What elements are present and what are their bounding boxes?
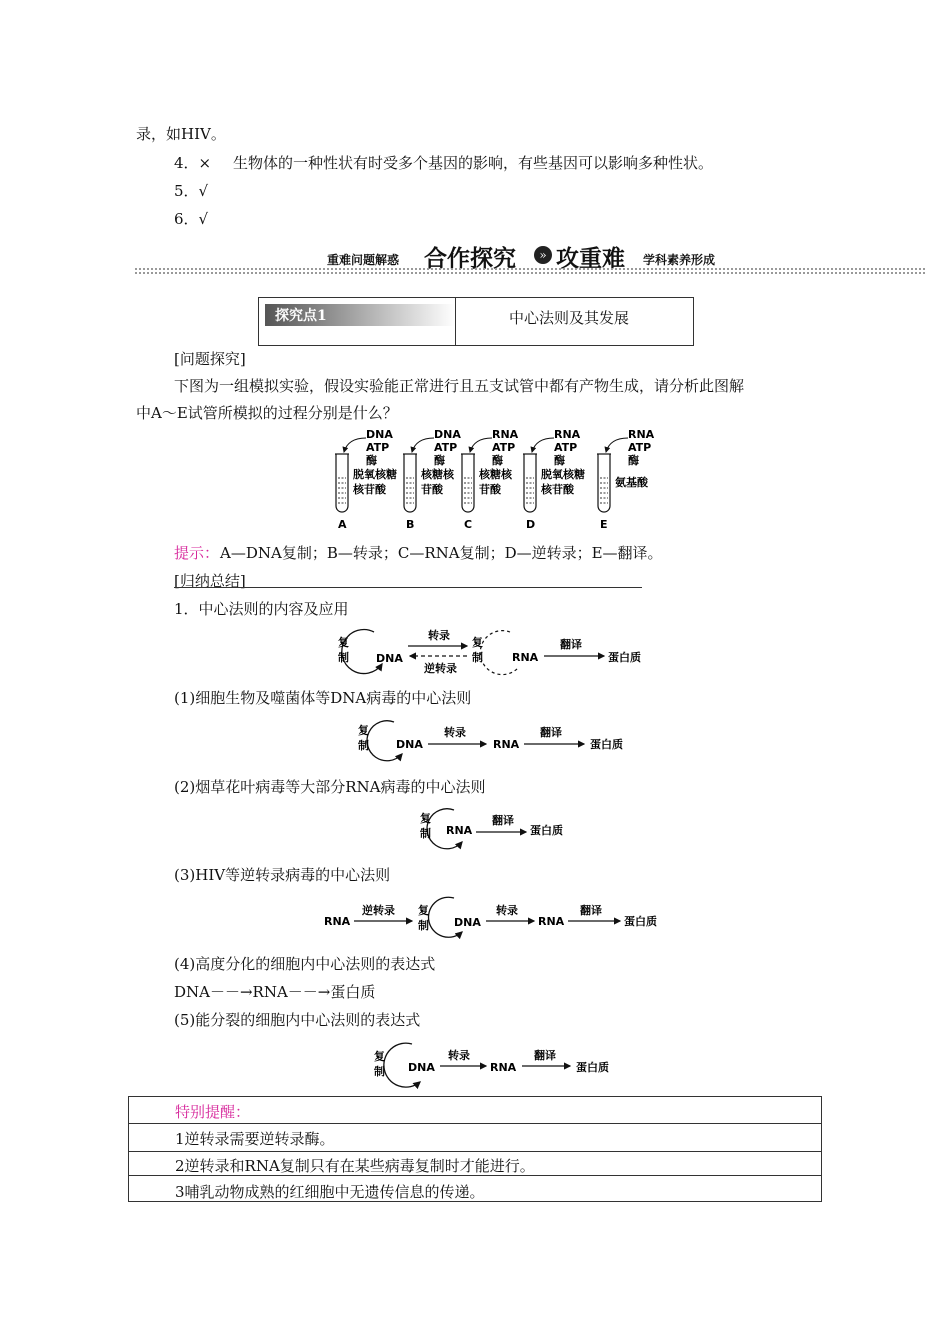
- tube-contents-label: 核苷酸: [541, 483, 574, 496]
- diagram-label: 转录: [496, 904, 518, 917]
- tube-contents-label: 苷酸: [421, 483, 443, 496]
- tube-arrow: [344, 438, 366, 452]
- diagram-label: 转录: [428, 629, 450, 642]
- banner-center-b: 攻重难: [556, 246, 625, 272]
- diagram-dna: DNA: [396, 738, 423, 751]
- special-note-title: 特别提醒：: [175, 1103, 251, 1121]
- diagram-label: 翻译: [492, 814, 514, 827]
- summary-expression: DNA－－→RNA－－→蛋白质: [174, 983, 376, 1001]
- diagram-protein: 蛋白质: [608, 651, 641, 664]
- summary-sub: (5)能分裂的细胞内中心法则的表达式: [174, 1011, 421, 1029]
- diagram-label: 转录: [444, 726, 466, 739]
- banner-divider: [135, 268, 925, 270]
- banner-divider: [135, 272, 925, 274]
- tube-arrow: [412, 438, 434, 452]
- dogma-diagram-3: [320, 894, 670, 942]
- special-note-box: [128, 1096, 822, 1202]
- tube-contents-label: 核糖核: [479, 468, 512, 481]
- note-item: 2逆转录和RNA复制只有在某些病毒复制时才能进行。: [175, 1157, 535, 1175]
- tube-arrow: [532, 438, 554, 452]
- hint-label: 提示：: [174, 544, 220, 562]
- diagram-dna: DNA: [408, 1061, 435, 1074]
- summary-underline: [174, 587, 642, 588]
- dogma-diagram-1: [352, 718, 642, 762]
- banner-left: 重难问题解惑: [327, 253, 400, 267]
- diagram-rna: RNA: [446, 824, 473, 837]
- diagram-rna: RNA: [324, 915, 351, 928]
- diagram-label: 翻译: [580, 904, 602, 917]
- tube-reagent-label: ATP: [492, 441, 516, 454]
- tube-contents-label: 脱氧核糖: [353, 468, 397, 481]
- tube-contents-label: 脱氧核糖: [541, 468, 585, 481]
- diagram-label: 制: [420, 827, 431, 840]
- diagram-rna: RNA: [490, 1061, 517, 1074]
- tube-reagent-label: 酶: [492, 454, 503, 467]
- diagram-protein: 蛋白质: [530, 824, 563, 837]
- diagram-label: 翻译: [540, 726, 562, 739]
- summary-sub: (3)HIV等逆转录病毒的中心法则: [174, 866, 391, 884]
- diagram-dna: DNA: [376, 652, 403, 665]
- diagram-rna: RNA: [493, 738, 520, 751]
- tube-letter: B: [406, 518, 415, 531]
- summary-sub: (2)烟草花叶病毒等大部分RNA病毒的中心法则: [174, 778, 486, 796]
- dogma-diagram-2: [414, 806, 604, 850]
- section-divider: [455, 298, 456, 345]
- diagram-label: 制: [338, 651, 349, 664]
- banner-right: 学科素养形成: [643, 253, 716, 267]
- tube-reagent-label: 酶: [366, 454, 377, 467]
- note-divider: [129, 1151, 821, 1152]
- diagram-label: 制: [374, 1065, 385, 1078]
- test-tube-figure: [320, 428, 670, 538]
- tube-letter: D: [526, 518, 536, 531]
- summary-item: 1．中心法则的内容及应用: [174, 600, 349, 618]
- diagram-rna: RNA: [538, 915, 565, 928]
- tube-contents-label: 苷酸: [479, 483, 501, 496]
- tube-arrow: [470, 438, 492, 452]
- summary-sub: (4)高度分化的细胞内中心法则的表达式: [174, 955, 436, 973]
- diagram-label: 逆转录: [362, 904, 395, 917]
- text-line: 录，如HIV。: [136, 125, 226, 143]
- note-divider: [129, 1123, 821, 1124]
- diagram-protein: 蛋白质: [576, 1061, 609, 1074]
- diagram-label: 复: [420, 812, 431, 825]
- tube-reagent-label: ATP: [628, 441, 652, 454]
- tube-reagent-label: ATP: [434, 441, 458, 454]
- diagram-dna: DNA: [454, 916, 481, 929]
- chevron-right-icon: »: [534, 246, 552, 264]
- diagram-protein: 蛋白质: [624, 915, 657, 928]
- diagram-protein: 蛋白质: [590, 738, 623, 751]
- tube-letter: C: [464, 518, 473, 531]
- diagram-label: 翻译: [560, 638, 582, 651]
- question-text: 中A～E试管所模拟的过程分别是什么？: [136, 404, 398, 422]
- diagram-label: 转录: [448, 1049, 470, 1062]
- tube-contents-label: 核糖核: [421, 468, 454, 481]
- summary-heading: [归纳总结]: [174, 572, 246, 590]
- section-header-box: [258, 297, 694, 346]
- tube-reagent-label: DNA: [366, 428, 393, 441]
- dogma-diagram-5: [368, 1040, 658, 1090]
- tube-reagent-label: ATP: [554, 441, 578, 454]
- tube-contents-label: 氨基酸: [615, 476, 648, 489]
- tube-reagent-label: DNA: [434, 428, 461, 441]
- tube-reagent-label: RNA: [628, 428, 655, 441]
- diagram-label: 制: [418, 919, 429, 932]
- tube-reagent-label: 酶: [554, 454, 565, 467]
- summary-sub: (1)细胞生物及噬菌体等DNA病毒的中心法则: [174, 689, 472, 707]
- tube-letter: E: [600, 518, 608, 531]
- diagram-label: 复: [418, 904, 429, 917]
- tube-reagent-label: 酶: [628, 454, 639, 467]
- banner-center-a: 合作探究: [424, 246, 516, 272]
- section-title: 中心法则及其发展: [509, 309, 630, 327]
- question-text: 下图为一组模拟实验，假设实验能正常进行且五支试管中都有产物生成，请分析此图解: [174, 377, 745, 395]
- item-4-text: 生物体的一种性状有时受多个基因的影响，有些基因可以影响多种性状。: [233, 154, 714, 172]
- item-6: 6．√: [174, 210, 209, 228]
- tube-reagent-label: RNA: [492, 428, 519, 441]
- tube-reagent-label: RNA: [554, 428, 581, 441]
- note-item: 1逆转录需要逆转录酶。: [175, 1130, 335, 1148]
- diagram-label: 翻译: [534, 1049, 556, 1062]
- note-item: 3哺乳动物成熟的红细胞中无遗传信息的传递。: [175, 1183, 485, 1201]
- tube-letter: A: [338, 518, 347, 531]
- section-tag: 探究点1: [275, 308, 327, 324]
- diagram-label: 复: [338, 636, 349, 649]
- diagram-label: 复: [358, 724, 369, 737]
- item-5: 5．√: [174, 182, 209, 200]
- diagram-label: 复: [472, 636, 483, 649]
- diagram-rna: RNA: [512, 651, 539, 664]
- tube-reagent-label: 酶: [434, 454, 445, 467]
- tube-contents-label: 核苷酸: [353, 483, 386, 496]
- diagram-label: 逆转录: [424, 662, 457, 675]
- diagram-label: 制: [358, 739, 369, 752]
- question-heading: [问题探究]: [174, 350, 246, 368]
- diagram-label: 制: [472, 651, 483, 664]
- diagram-label: 复: [374, 1050, 385, 1063]
- central-dogma-diagram: [332, 624, 662, 680]
- hint-text: A—DNA复制；B—转录；C—RNA复制；D—逆转录；E—翻译。: [220, 544, 663, 562]
- item-4-mark: 4．×: [174, 154, 212, 172]
- tube-arrow: [606, 438, 628, 452]
- tube-reagent-label: ATP: [366, 441, 390, 454]
